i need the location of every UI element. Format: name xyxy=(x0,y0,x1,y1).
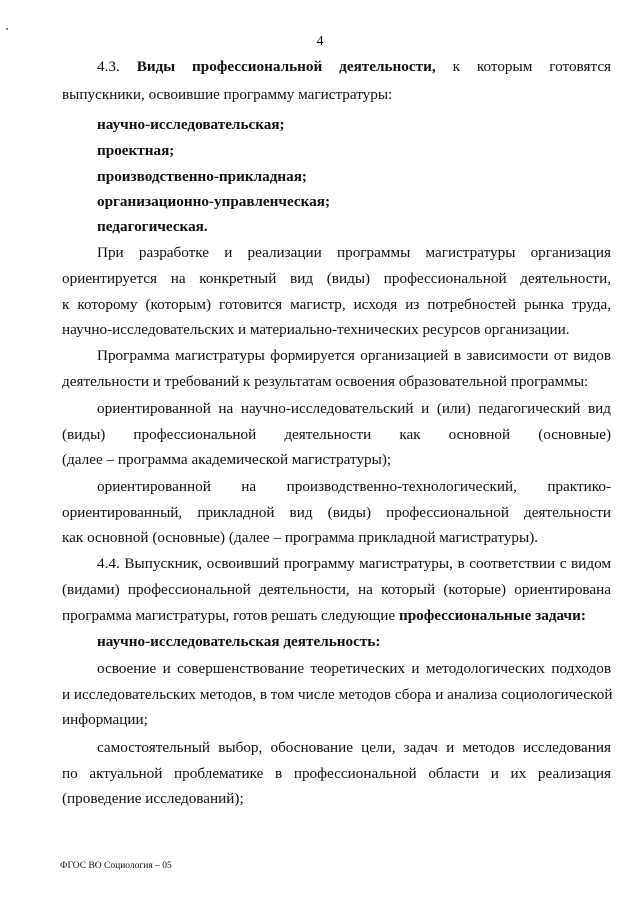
professional-tasks-label: профессиональные задачи: xyxy=(398,607,586,624)
section-4-4-line: 4.4. Выпускник, освоивший программу магистратуры, в соответствии с видом xyxy=(97,555,611,572)
activity-type-item: проектная; xyxy=(97,142,175,159)
heading-word-4: к xyxy=(452,58,460,75)
section-4-4-line: (видами) профессиональной деятельности, на который (которые) ориентирована xyxy=(62,581,611,598)
section-4-4-plain-text: программа магистратуры, готов решать следующие xyxy=(62,607,399,624)
activity-type-item: организационно-управленческая; xyxy=(97,193,330,210)
heading-word-1: Виды xyxy=(136,58,176,75)
paragraph-line: как основной (основные) (далее – программа прикладной магистратуры). xyxy=(62,529,539,546)
page-footer: ФГОС ВО Социология – 05 xyxy=(60,861,172,871)
activity-type-item: педагогическая. xyxy=(97,218,208,235)
section-4-4-line xyxy=(62,606,611,626)
research-activity-heading: научно-исследовательская деятельность: xyxy=(97,633,381,650)
scan-mark xyxy=(6,28,8,30)
paragraph-line: к которому (которым) готовится магистр, исходя из потребностей рынка труда, xyxy=(62,296,611,313)
section-4-3-line-2: выпускники, освоившие программу магистратуры: xyxy=(62,86,393,103)
task-line: освоение и совершенствование теоретических и методологических подходов xyxy=(97,660,611,677)
task-line: по актуальной проблематике в профессиональной области и их реализация xyxy=(62,765,611,782)
paragraph-line: ориентированной на научно-исследовательский и (или) педагогический вид xyxy=(97,400,611,417)
section-number: 4.3. xyxy=(97,58,120,75)
page-number: 4 xyxy=(316,34,324,49)
task-line: информации; xyxy=(62,711,148,728)
paragraph-line: деятельности и требований к результатам освоения образовательной программы: xyxy=(62,373,589,390)
paragraph-line: ориентируется на конкретный вид (виды) профессиональной деятельности, xyxy=(62,270,611,287)
paragraph-line: Программа магистратуры формируется организацией в зависимости от видов xyxy=(97,347,611,364)
heading-word-3: деятельности, xyxy=(339,58,436,75)
heading-word-2: профессиональной xyxy=(192,58,323,75)
task-line: и исследовательских методов, в том числе методов сбора и анализа социологической xyxy=(62,686,613,703)
paragraph-line: ориентированный, прикладной вид (виды) профессиональной деятельности xyxy=(62,504,611,521)
paragraph-line: научно-исследовательских и материально-технических ресурсов организации. xyxy=(62,321,570,338)
heading-word-6: готовятся xyxy=(549,58,612,75)
paragraph-line: (виды) профессиональной деятельности как основной (основные) xyxy=(62,426,611,443)
activity-type-item: научно-исследовательская; xyxy=(97,116,285,133)
task-line: (проведение исследований); xyxy=(62,790,244,807)
paragraph-line: (далее – программа академической магистратуры); xyxy=(62,451,392,468)
section-4-3-heading xyxy=(97,57,611,77)
paragraph-line: При разработке и реализации программы магистратуры организация xyxy=(97,244,611,261)
activity-type-item: производственно-прикладная; xyxy=(97,168,307,185)
heading-word-5: которым xyxy=(476,58,533,75)
paragraph-line: ориентированной на производственно-технологический, практико- xyxy=(97,478,611,495)
task-line: самостоятельный выбор, обоснование цели, задач и методов исследования xyxy=(97,739,611,756)
